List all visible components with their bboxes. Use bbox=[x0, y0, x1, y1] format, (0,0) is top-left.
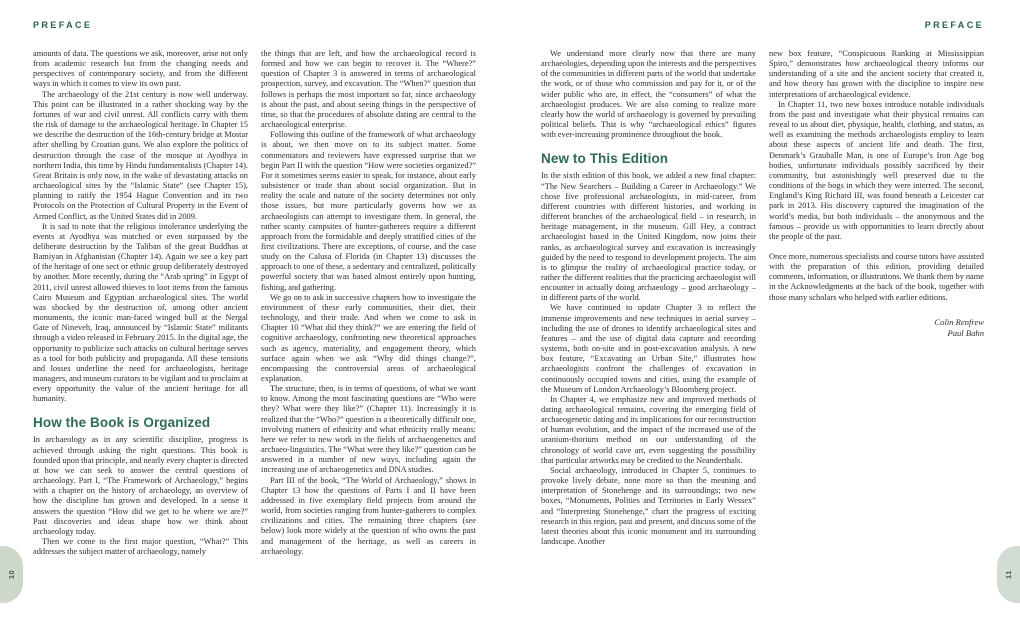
section-heading-how-the-book-is-organized: How the Book is Organized bbox=[33, 415, 211, 431]
paragraph: We understand more clearly now that there are many archaeologies, depending upon the interests and the perspectives of the communities in different parts of the world that undertake the work, or of those who commission and pay for it, or of the wider public who are, in effect, the “consumers” of what the archaeologist produces. We are also coming to realize more clearly how the world of archaeology is governed by prevailing political beliefs. That is why “archaeological ethics” figures with ever-increasing prominence throughout the book. bbox=[541, 49, 756, 140]
right-page-column-1 bbox=[541, 49, 756, 547]
paragraph: Social archaeology, introduced in Chapter 5, continues to provoke lively debate, none more so than the meaning and interpretation of Stonehenge and its surroundings; two new boxes, “Monuments, Polities and Territories in Early Wessex” and “Interpreting Stonehenge,” chart the progress of exciting research in this region, past and present, and discuss some of the latest theories about this iconic monument and its surrounding landscape. Another bbox=[541, 465, 756, 547]
paragraph: We go on to ask in successive chapters how to investigate the environment of these early communities, their diet, their technology, and their trade. And when we come to ask in Chapter 10 “What did they think?” we are entering the field of cognitive archaeology, confronting new theoretical approaches such as agency, materiality, and engagement theory, which surface again when we ask “Why did things change?”, encompassing the controversial areas of archaeological explanation. bbox=[261, 292, 476, 383]
paragraph: Part III of the book, “The World of Archaeology,” shows in Chapter 13 how the questions of Parts I and II have been addressed in five exemplary field projects from around the world, from societies ranging from hunter-gatherers to complex civilizations and cities. The remaining three chapters (see below) look more widely at the question of who owns the past and management of the heritage, as well as careers in archaeology. bbox=[261, 475, 476, 556]
page-number-tab-left bbox=[0, 546, 23, 603]
paragraph: new box feature, “Conspicuous Ranking at Mississippian Spiro,” demonstrates how archaeological theory informs our understanding of a site and the ancient society that created it, and how theory has grown with the discipline to inspire new interpretations of archaeological evidence. bbox=[769, 49, 984, 99]
running-head-left: PREFACE bbox=[33, 20, 93, 30]
running-head-right: PREFACE bbox=[924, 20, 984, 30]
paragraph: amounts of data. The questions we ask, moreover, arise not only from academic research but from the changing needs and perspectives of contemporary society, and from the different ways in which it comes to view its own past. bbox=[33, 49, 248, 89]
left-page bbox=[33, 0, 476, 625]
paragraph: Then we come to the first major question, “What?” This addresses the subject matter of archaeology, namely bbox=[33, 537, 248, 557]
paragraph: We have continued to update Chapter 3 to reflect the immense improvements and new techniques in aerial survey – including the use of drones to identify archaeological sites and features – and the use of digital data capture and recording systems, both on-site and in post-excavation analysis. A new box feature, “Excavating an Urban Site,” illustrates how archaeologists confront the challenges of excavation in continuously occupied towns and cities, using the example of the Museum of London Archaeology’s Bloomberg project. bbox=[541, 303, 756, 394]
left-page-column-2 bbox=[261, 49, 476, 557]
page-number: 10 bbox=[7, 569, 16, 580]
author-signature bbox=[769, 317, 984, 339]
paragraph: It is sad to note that the religious intolerance underlying the events at Ayodhya was matched or even surpassed by the deliberate destruction by the Taliban of the great Buddhas at Bamiyan in Afghanistan (Chapter 14). Again we see a key part of the heritage of one sect or ethnic group deliberately destroyed by another. More recently, during the “Arab spring” in Egypt of 2011, civil unrest allowed thieves to loot items from the famous Cairo Museum and Egyptian archaeological sites. The world was shocked by the destruction of, among other ancient monuments, the iconic man-faced winged bull at the Nergal Gate of Nineveh, Iraq, announced by “Islamic State” militants through a video released in February 2015. In the digital age, the opportunity to publicize such attacks on cultural heritage serves as a tool for both publicity and propaganda. All these tensions and losses underline the need for archaeologists, heritage managers, and museum curators to be vigilant and to proclaim at every opportunity the value of the ancient heritage for all humanity. bbox=[33, 221, 248, 404]
author-signature-line: Colin Renfrew bbox=[934, 316, 984, 327]
page-number: 11 bbox=[1004, 570, 1013, 579]
left-page-column-1 bbox=[33, 49, 248, 557]
paragraph: Once more, numerous specialists and course tutors have assisted with the preparation of this edition, providing detailed comments, information, or illustrations. We thank them by name in the Acknowledgments at the back of the book, together with those many scholars who helped with earlier editions. bbox=[769, 251, 984, 302]
paragraph: Following this outline of the framework of what archaeology is about, we then move on to its subject matter. Some commentators and reviewers have expressed surprise that we begin Part II with the question “How were societies organized?” For it sometimes seems easier to speak, for instance, about early subsistence or trade than about social organization. But in reality the scale and nature of the society determines not only those issues, but more particularly governs how we as archaeologists can attempt to investigate them. In general, the rather scanty campsites of hunter-gatherers require a different approach from the formidable and deeply stratified cities of the first civilizations. There are exceptions, of course, and the case study on the Calusa of Florida (in Chapter 13) discusses the approach to one of these, a sedentary and centralized, politically powerful society that was based almost entirely upon hunting, fishing, and gathering. bbox=[261, 130, 476, 292]
paragraph: In Chapter 4, we emphasize new and improved methods of dating archaeological remains, covering the emerging field of archaeogenetic dating and its implications for our reconstruction of human evolution, and the impact of the increased use of the uranium-thorium method on our understanding of the chronology of world cave art, even suggesting the possibility that particular artworks may be credited to the Neanderthals. bbox=[541, 394, 756, 465]
paragraph: The archaeology of the 21st century is now well underway. This point can be illustrated in a rather shocking way by the fortunes of war and civil unrest. All conflicts carry with them the risk of damage to the archaeological heritage. In Chapter 15 we describe the destruction of the 16th-century bridge at Mostar after shelling by Croatian guns. We also explore the politics of destruction through the case of the mosque at Ayodhya in northern India, this time by Hindu fundamentalists (Chapter 14). Great Britain is only now, in the wake of devastating attacks on archaeological sites by the “Islamic State” (see Chapter 15), planning to ratify the 1954 Hague Convention and its two Protocols on the Protection of Cultural Property in the Event of Armed Conflict, as the United States did in 2009. bbox=[33, 89, 248, 221]
section-heading-new-to-this-edition: New to This Edition bbox=[541, 151, 669, 167]
paragraph: The structure, then, is in terms of questions, of what we want to know. Among the most fascinating questions are “Who were they? What were they like?” (Chapter 11). Increasingly it is realized that the “Who?” question is a theoretically difficult one, involving matters of ethnicity and what ethnicity really means: here we refer to new work in the fields of archaeogenetics and archaeo-linguistics. The “What were they like?” question can be answered in a number of new ways, including again the increasing use of archaeogenetics and DNA studies. bbox=[261, 384, 476, 475]
paragraph: In the sixth edition of this book, we added a new final chapter: “The New Searchers – Building a Career in Archaeology.” We chose five professional archaeologists, in mid-career, from different countries with different histories, and working in different branches of the archaeological field – in research, in heritage management, in the museum. Gill Hey, a contract archaeologist based in the United Kingdom, now joins their ranks, as archaeological survey and excavation is increasingly guided by the need to respond to development projects. The aim is to glimpse the reality of archaeological practice today, or rather the different realities that the practicing archaeologist will encounter in actually doing archaeology – good archaeology – in different parts of the world. bbox=[541, 171, 756, 303]
page-number-tab-right bbox=[997, 546, 1020, 603]
paragraph: the things that are left, and how the archaeological record is formed and how we can begin to recover it. The “Where?” question of Chapter 3 is answered in terms of archaeological prospection, survey, and excavation. The “When?” question that follows is perhaps the most important so far, since archaeology is about the past, and about seeing things in the perspective of time, so that the procedures of absolute dating are central to the archaeological enterprise. bbox=[261, 49, 476, 130]
right-page-columns bbox=[541, 49, 984, 547]
right-page bbox=[541, 0, 984, 625]
author-signature-line: Paul Bahn bbox=[947, 327, 984, 338]
right-page-column-2 bbox=[769, 49, 984, 547]
left-page-columns bbox=[33, 49, 476, 557]
paragraph: In Chapter 11, two new boxes introduce notable individuals from the past and investigate what their physical remains can reveal to us about diet, physique, health, clothing, and status, as well as examining the methods archaeologists employ to learn about these aspects of ancient life and death. The first, Denmark’s Grauballe Man, is one of Europe’s Iron Age bog bodies, unfortunate individuals possibly sacrificed by their community, but astonishingly well preserved due to the conditions of the bogs in which they were interred. The second, England’s King Richard III, was found beneath a Leicester car park in 2013. His discovery captured the imagination of the world’s media, but both individuals – the anonymous and the famous – provide us with opportunities to learn directly about the people of the past. bbox=[769, 99, 984, 241]
paragraph: In archaeology as in any scientific discipline, progress is achieved through asking the right questions. This book is founded upon that principle, and nearly every chapter is directed at how we can seek to answer the central questions of archaeology. Part I, “The Framework of Archaeology,” begins with a chapter on the history of archaeology, an overview of how the discipline has grown and developed. In a sense it answers the question “How did we get to be where we are?” Past discoveries and ideas shape how we think about archaeology today. bbox=[33, 435, 248, 536]
